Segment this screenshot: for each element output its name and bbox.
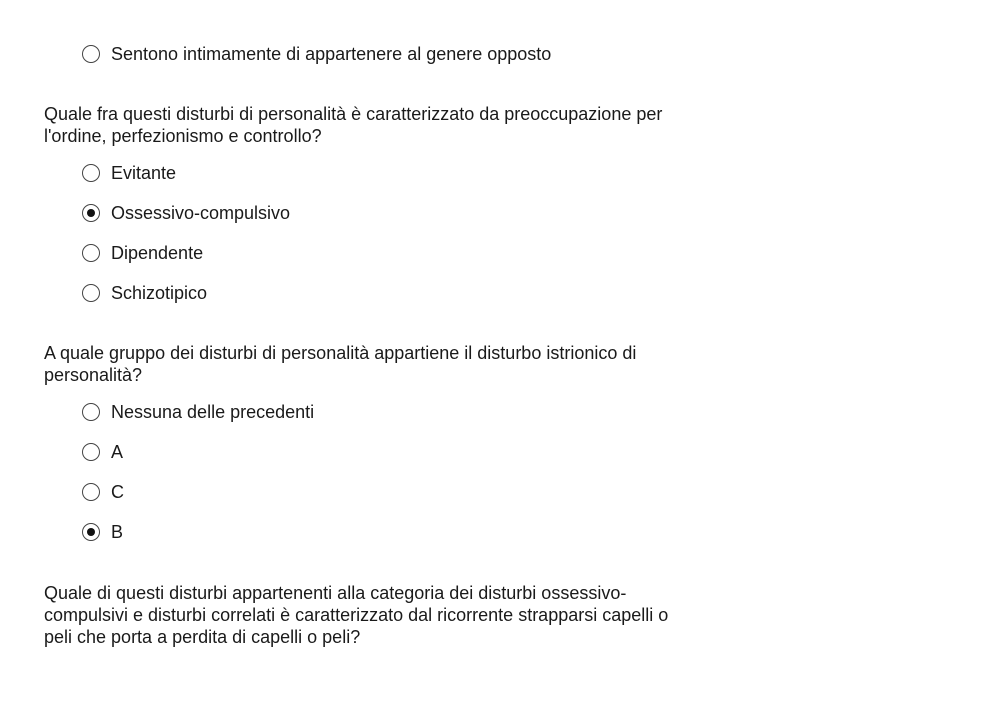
option-genere-opposto[interactable] — [82, 42, 551, 66]
option-label: Evitante — [111, 163, 177, 183]
question-text-line: compulsivi e disturbi correlati è caratterizzato dal ricorrente strapparsi capelli o — [44, 605, 669, 625]
radio-button[interactable] — [82, 164, 100, 182]
option-label: Sentono intimamente di appartenere al genere opposto — [111, 44, 552, 64]
question-text-line: l'ordine, perfezionismo e controllo? — [44, 126, 322, 146]
option-label: Nessuna delle precedenti — [111, 402, 315, 422]
radio-button[interactable] — [82, 284, 100, 302]
option-c[interactable] — [82, 480, 124, 504]
option-a[interactable] — [82, 440, 123, 464]
option-schizotipico[interactable] — [82, 281, 207, 305]
question-text-line: Quale fra questi disturbi di personalità è caratterizzato da preoccupazione per — [44, 104, 663, 124]
option-label: A — [111, 442, 124, 462]
option-label: B — [111, 522, 124, 542]
radio-button[interactable] — [82, 443, 100, 461]
radio-button[interactable] — [82, 403, 100, 421]
option-evitante[interactable] — [82, 161, 176, 185]
question-text-line: Quale di questi disturbi appartenenti alla categoria dei disturbi ossessivo- — [44, 583, 627, 603]
radio-button[interactable] — [82, 523, 100, 541]
option-dipendente[interactable] — [82, 241, 203, 265]
question-text-line: personalità? — [44, 365, 143, 385]
question-text-line: peli che porta a perdita di capelli o peli? — [44, 627, 361, 647]
question-personality-order — [44, 103, 724, 147]
question-hair-pulling — [44, 582, 724, 648]
radio-button[interactable] — [82, 483, 100, 501]
option-label: Dipendente — [111, 243, 204, 263]
radio-button[interactable] — [82, 244, 100, 262]
option-label: Ossessivo-compulsivo — [111, 203, 291, 223]
option-ossessivo-compulsivo[interactable] — [82, 201, 290, 225]
radio-button[interactable] — [82, 45, 100, 63]
option-label: Schizotipico — [111, 283, 208, 303]
radio-button[interactable] — [82, 204, 100, 222]
option-b[interactable] — [82, 520, 123, 544]
question-histrionic-group — [44, 342, 724, 386]
option-label: C — [111, 482, 124, 502]
option-nessuna[interactable] — [82, 400, 314, 424]
question-text-line: A quale gruppo dei disturbi di personalità appartiene il disturbo istrionico di — [44, 343, 637, 363]
